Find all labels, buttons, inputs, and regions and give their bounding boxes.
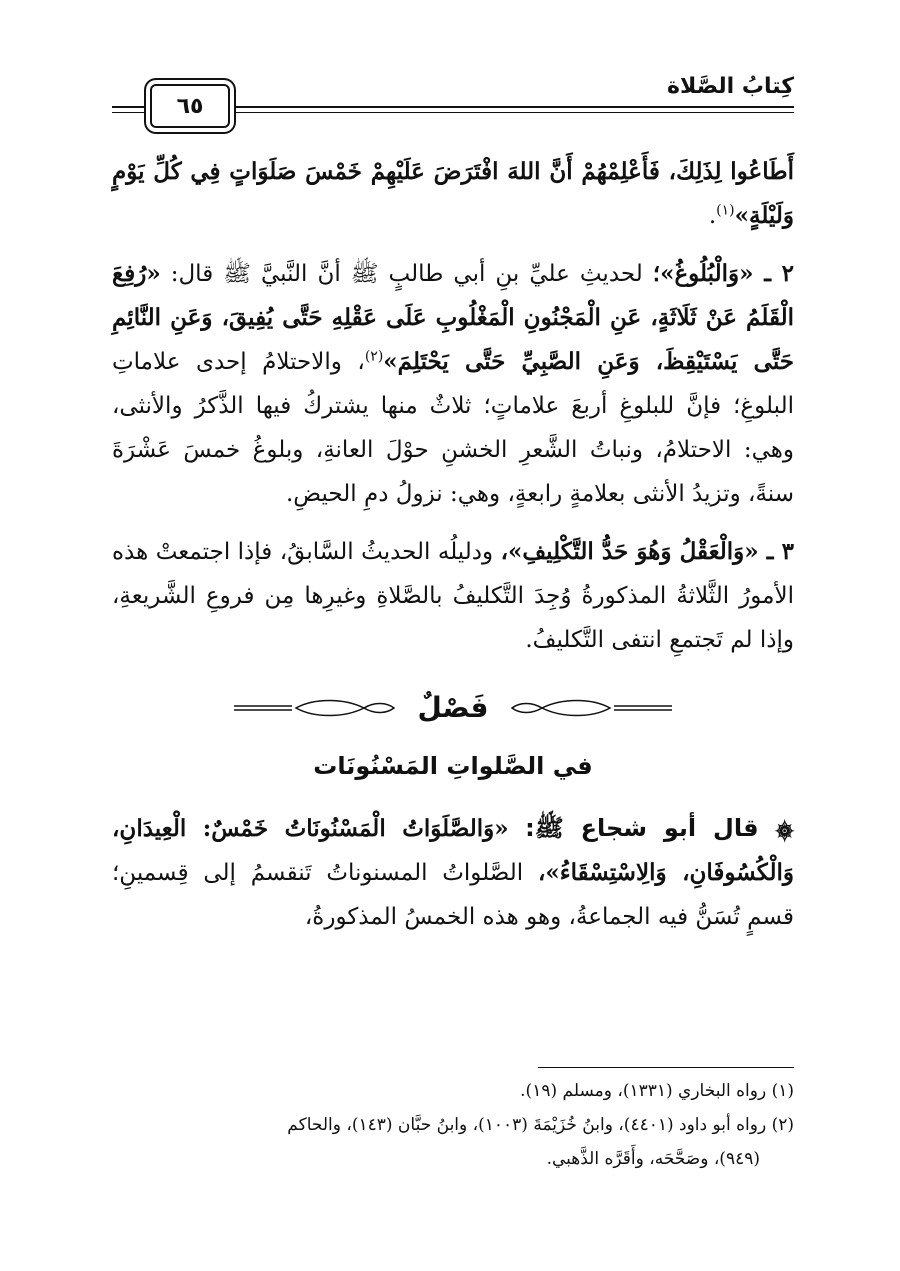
paragraph-2-intro: لحديثِ عليِّ بنِ أبي طالبٍ ﷺ أنَّ النَّبيَّ ﷺ قال:: [160, 261, 653, 287]
hadith-text: أَطَاعُوا لِذَلِكَ، فَأَعْلِمْهُمْ أَنَّ اللهَ افْتَرَضَ عَلَيْهِمْ خَمْسَ صَلَوَاتٍ فِي كُلِّ يَوْمٍ وَلَيْلَةٍ»: [112, 158, 794, 229]
book-title: كِتابُ الصَّلاة: [667, 74, 794, 99]
section-title: في الصَّلواتِ المَسْنُونَات: [313, 752, 593, 780]
paragraph-3-body: ودليلُه الحديثُ السَّابقُ، فإذا اجتمعتْ هذه الأمورُ الثَّلاثةُ المذكورةُ وُجِدَ التَّكليفُ بالصَّلاةِ وغيرِها مِن فروعِ الشَّريعةِ، وإذا لم تَجتمعِ انتفى التَّكليفُ.: [112, 539, 794, 653]
hadith-text-2: «رُفِعَ الْقَلَمُ عَنْ ثَلَاثَةٍ، عَنِ الْمَجْنُونِ الْمَغْلُوبِ عَلَى عَقْلِهِ حَتَّى يُفِيقَ، وَعَنِ النَّائِمِ حَتَّى يَسْتَيْقِظَ، وَعَنِ الصَّبِيِّ حَتَّى يَحْتَلِمَ»: [112, 260, 794, 375]
paragraph-4-body: الصَّلواتُ المسنوناتُ تَنقسمُ إلى قِسمينِ؛ قسمٍ تُسَنُّ فيه الجماعةُ، وهو هذه الخمسُ المذكورةُ،: [112, 860, 794, 930]
paragraph-2-lead: ٢ ـ «وَالْبُلُوغُ»؛: [652, 260, 794, 287]
page-body: [112, 150, 794, 953]
footnote-1: (١) رواه البخاري (١٣٣١)، ومسلم (١٩).: [520, 1081, 794, 1101]
paragraph-2: [112, 252, 794, 516]
fasl-heading: فَصْلٌ: [417, 691, 489, 724]
left-ornament: [234, 696, 404, 720]
page-number: ٦٥: [150, 84, 230, 128]
paragraph-4: [112, 806, 794, 939]
paragraph-3: [112, 530, 794, 662]
footnote-separator: [538, 1067, 794, 1068]
footnote-2-continued: (٩٤٩)، وصَحَّحَه، وأَقَرَّه الذَّهبي.: [546, 1149, 760, 1169]
right-ornament: [502, 696, 672, 720]
section-divider: [112, 680, 794, 736]
footnote-2: (٢) رواه أبو داود (٤٤٠١)، وابنُ خُزَيْمَةَ (١٠٠٣)، وابنُ حبَّان (١٤٣)، والحاكم: [287, 1115, 794, 1135]
matn-quote: «وَالصَّلَوَاتُ الْمَسْنُونَاتُ خَمْسٌ: الْعِيدَانِ، وَالْكُسُوفَانِ، وَالِاسْتِسْقَاءُ»،: [112, 815, 794, 886]
paragraph-1: [112, 150, 794, 238]
period: .: [708, 203, 717, 229]
author-lead: ۞ قال أبو شجاع ﷺ:: [525, 814, 794, 842]
paragraph-2-body: ، والاحتلامُ إحدى علاماتِ البلوغِ؛ فإنَّ للبلوغِ أربعَ علاماتٍ؛ ثلاثٌ منها يشتركُ فيها الذَّكرُ والأنثى، وهي: الاحتلامُ، ونباتُ الشَّعرِ الخشنِ حوْلَ العانةِ، وبلوغُ خمسَ عَشْرَةَ سنةً، وتزيدُ الأنثى بعلامةٍ رابعةٍ، وهي: نزولُ دمِ الحيضِ.: [112, 349, 794, 507]
paragraph-3-lead: ٣ ـ «وَالْعَقْلُ وَهُوَ حَدُّ التَّكْلِيفِ»،: [500, 538, 794, 565]
page-header: [112, 70, 794, 128]
footnote-ref-2: (٢): [364, 348, 384, 365]
footnotes: [112, 1076, 794, 1178]
footnote-ref-1: (١): [716, 202, 735, 219]
